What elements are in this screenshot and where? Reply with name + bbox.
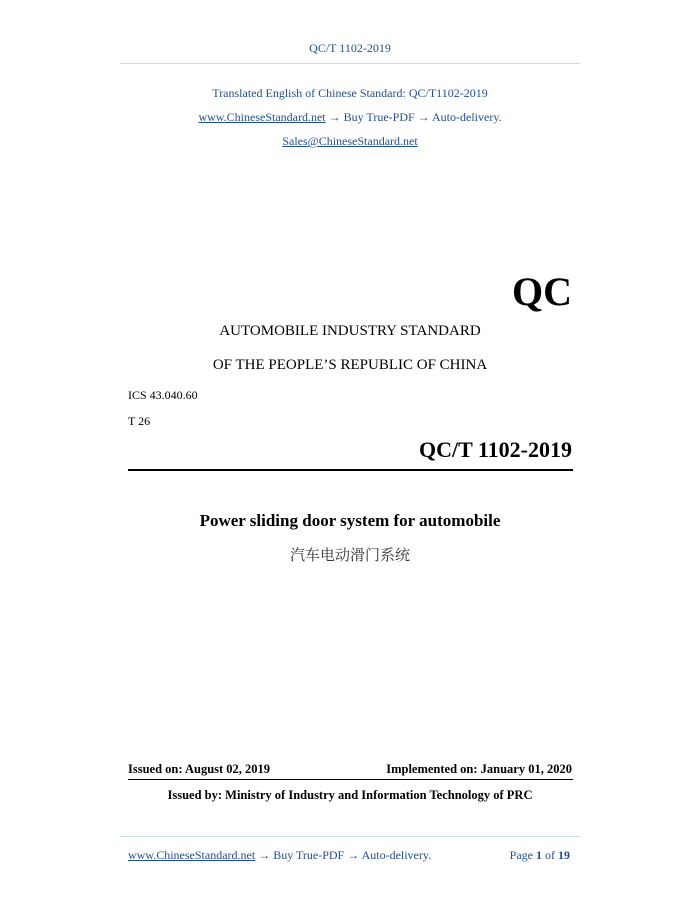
footer-purchase-line [128, 848, 431, 863]
page-current: 1 [536, 848, 542, 862]
implemented-on-date: Implemented on: January 01, 2020 [386, 762, 572, 776]
page-total: 19 [558, 848, 570, 862]
standard-number: QC/T 1102-2019 [418, 437, 572, 462]
page-label: Page [509, 848, 533, 862]
footer-purchase-text: → Buy True-PDF → Auto-delivery. [255, 848, 432, 862]
header-divider [120, 63, 580, 64]
running-header: QC/T 1102-2019 [309, 41, 391, 55]
title-english: Power sliding door system for automobile [199, 511, 501, 530]
classification-code: T 26 [128, 414, 151, 428]
qc-mark: QC [512, 269, 572, 314]
issue-divider [128, 779, 573, 780]
ics-code: ICS 43.040.60 [128, 388, 198, 402]
page-indicator [510, 848, 570, 863]
footer-site-link[interactable]: www.ChineseStandard.net [128, 848, 256, 862]
site-link[interactable]: www.ChineseStandard.net [198, 110, 326, 124]
issued-by: Issued by: Ministry of Industry and Information Technology of PRC [167, 788, 533, 802]
issued-on-date: Issued on: August 02, 2019 [128, 762, 271, 776]
email-line [0, 134, 700, 149]
email-link[interactable]: Sales@ChineseStandard.net [282, 134, 418, 148]
title-divider [128, 469, 573, 471]
purchase-text: → Buy True-PDF → Auto-delivery. [325, 110, 502, 124]
translation-notice: Translated English of Chinese Standard: QC/T1102-2019 [212, 86, 488, 100]
purchase-line [0, 110, 700, 125]
industry-line-2: OF THE PEOPLE’S REPUBLIC OF CHINA [212, 357, 488, 373]
industry-line-1: AUTOMOBILE INDUSTRY STANDARD [219, 323, 481, 339]
title-chinese: 汽车电动滑门系统 [289, 546, 410, 564]
footer-divider [120, 836, 580, 837]
page-of: of [545, 848, 555, 862]
